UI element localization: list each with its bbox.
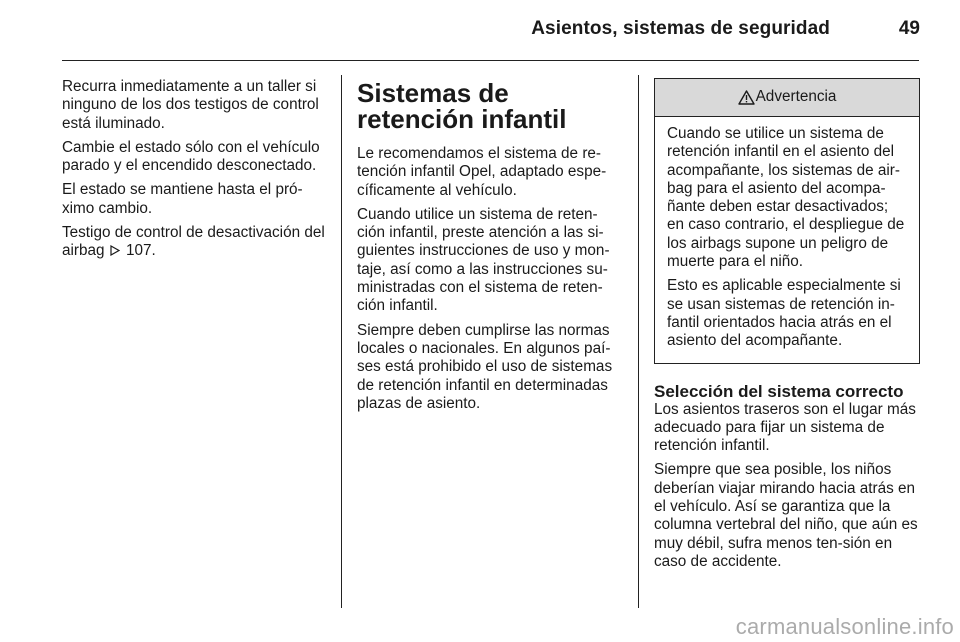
paragraph: Los asientos traseros son el lugar más adecuado para fijar un sistema de retención infantil. — [654, 400, 916, 455]
warning-header — [655, 79, 919, 117]
paragraph: Cuando utilice un sistema de reten-ción infantil, preste atención a las si-guientes instrucciones de uso y mon-taje, así como a las instrucciones su-ministradas con el sistema de reten-ción infantil. — [357, 205, 610, 315]
warning-paragraph: Cuando se utilice un sistema de retención infantil en el asiento del acompañante, los sistemas de air-bag para el asiento del acompa-ñante deben estar desactivados; en caso contrario, el despliegue de los airbags supone un peligro de muerte para el niño. — [667, 125, 905, 271]
section-heading: Sistemas de retención infantil — [357, 78, 567, 134]
cross-reference-page[interactable]: 107. — [126, 242, 156, 260]
paragraph: Le recomendamos el sistema de re-tención infantil Opel, adaptado espe-cíficamente al vehículo. — [357, 145, 607, 199]
watermark: carmanualsonline.info — [735, 614, 954, 639]
column-3 — [654, 78, 920, 577]
column-1 — [62, 78, 330, 267]
page-reference-arrow-icon — [110, 245, 120, 256]
column-2 — [357, 78, 623, 419]
paragraph: El estado se mantiene hasta el pró-ximo cambio. — [62, 181, 303, 217]
column-divider-left — [341, 75, 342, 608]
paragraph: Siempre que sea posible, los niños deberían viajar mirando hacia atrás en el vehículo. Así se garantiza que la columna vertebral del niño, que aún es muy débil, sufra menos ten-sión en caso de accidente. — [654, 461, 918, 570]
running-header-title: Asientos, sistemas de seguridad — [531, 18, 830, 39]
cross-reference-text: Testigo de control de desactivación del airbag — [62, 224, 325, 260]
paragraph: Siempre deben cumplirse las normas locales o nacionales. En algunos paí-ses está prohibido el uso de sistemas de retención infantil en determinadas plazas de asiento. — [357, 321, 613, 412]
warning-title: Advertencia — [755, 88, 837, 106]
warning-box — [654, 78, 920, 364]
paragraph: Recurra inmediatamente a un taller si ninguno de los dos testigos de control está iluminado. — [62, 78, 319, 132]
warning-body — [655, 117, 919, 363]
warning-triangle-icon — [738, 90, 755, 105]
header-rule — [62, 60, 919, 61]
cross-reference — [62, 224, 330, 261]
warning-paragraph: Esto es aplicable especialmente si se usan sistemas de retención in-fantil orientados hacia atrás en el asiento del acompañante. — [667, 277, 901, 350]
column-divider-right — [638, 75, 639, 608]
page-number: 49 — [898, 18, 920, 39]
paragraph: Cambie el estado sólo con el vehículo parado y el encendido desconectado. — [62, 138, 320, 175]
subsection-heading: Selección del sistema correcto — [654, 381, 904, 401]
